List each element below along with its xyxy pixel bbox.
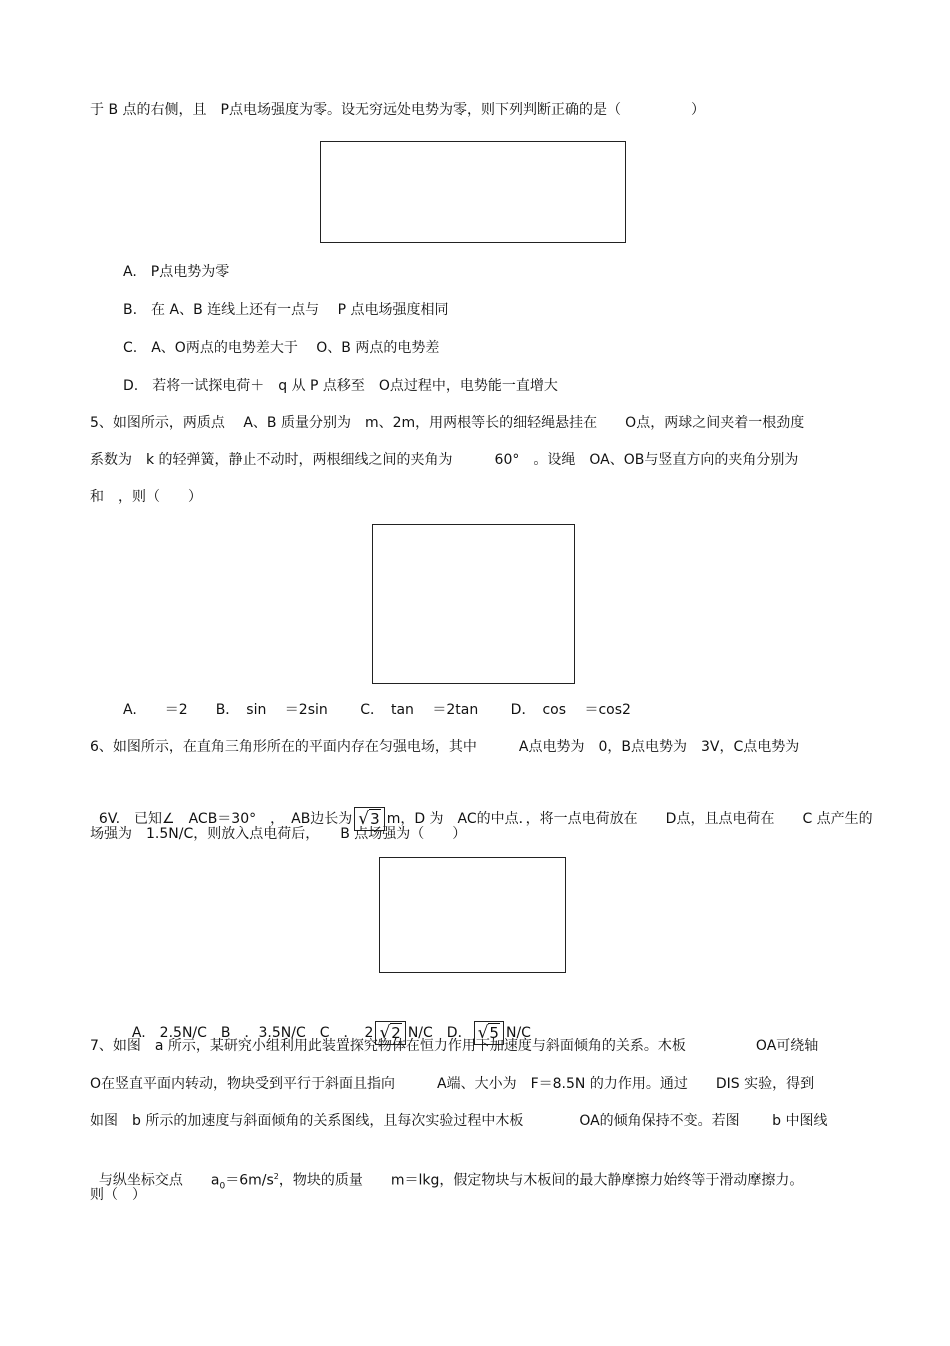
q4-option-d: D. 若将一试探电荷＋ q 从 P 点移至 O点过程中，电势能一直增大	[123, 378, 558, 394]
q5-options: A. ＝2 B． sin ＝2sin C． tan ＝2tan D． cos ＝cos2	[123, 702, 631, 718]
q6-figure-placeholder	[379, 857, 566, 973]
q6-line2-pre: 6V. 已知∠ ACB＝30° ， AB边长为	[98, 811, 353, 827]
q5-line3: 和 ，则（ ）	[90, 489, 202, 505]
q4-option-b: B. 在 A、B 连线上还有一点与 P 点电场强度相同	[123, 302, 449, 318]
sqrt5-formula: √5	[474, 1021, 504, 1045]
q6-line2-post: m，D 为 AC的中点．，将一点电荷放在 D点，且点电荷在 C 点产生的	[386, 811, 873, 827]
q7-line3: 如图 b 所示的加速度与斜面倾角的关系图线，且每次实验过程中木板 OA的倾角保持不变。若图 b 中图线	[90, 1113, 828, 1129]
q5-figure-placeholder	[372, 524, 575, 684]
q4-option-a: A. P点电势为零	[123, 264, 230, 280]
q6-line3: 场强为 1.5N/C，则放入点电荷后， B 点场强为（ ）	[90, 826, 467, 842]
q7-line4-pre: 与纵坐标交点 a	[98, 1172, 220, 1189]
q6-line1: 6、如图所示，在直角三角形所在的平面内存在匀强电场，其中 A点电势为 0，B点电势为 3V，C点电势为	[90, 739, 800, 755]
q7-line5: 则（ ）	[90, 1187, 146, 1203]
q6-options-ab: A. 2.5N/C B ．3.5N/C C ． 2	[131, 1025, 374, 1041]
q5-line1: 5、如图所示，两质点 A、B 质量分别为 m、2m，用两根等长的细轻绳悬挂在 O点，两球之间夹着一根劲度	[90, 415, 805, 431]
q7-line4-post: ，物块的质量 m＝lkg，假定物块与木板间的最大静摩擦力始终等于滑动摩擦力。	[278, 1172, 804, 1189]
q7-line4	[90, 1150, 803, 1195]
q7-line2: O在竖直平面内转动，物块受到平行于斜面且指向 A端、大小为 F＝8.5N 的力作用。通过 DIS 实验，得到	[90, 1076, 815, 1092]
q7-line4-mid: ＝6m/s	[225, 1172, 274, 1189]
q7-a0-subscript: 0	[219, 1181, 226, 1192]
q6-option-d-unit: N/C	[505, 1025, 531, 1041]
q6-option-c-unit: N/C D．	[407, 1025, 472, 1041]
sqrt2-formula: √2	[375, 1021, 405, 1045]
q7-line1: 7、如图 a 所示，某研究小组利用此装置探究物体在恒力作用下加速度与斜面倾角的关系。木板 OA可绕轴	[90, 1038, 819, 1054]
sqrt3-formula: √3	[354, 807, 384, 831]
q7-unit-superscript: 2	[273, 1172, 279, 1181]
q5-line2: 系数为 k 的轻弹簧，静止不动时，两根细线之间的夹角为 60° 。设绳 OA、OB与竖直方向的夹角分别为	[90, 452, 799, 468]
q4-stem-tail: 于 B 点的右侧，且 P点电场强度为零。设无穷远处电势为零，则下列判断正确的是（ ）	[90, 102, 705, 118]
q4-figure-placeholder	[320, 141, 626, 243]
q4-option-c: C. A、O两点的电势差大于 O、B 两点的电势差	[123, 340, 440, 356]
